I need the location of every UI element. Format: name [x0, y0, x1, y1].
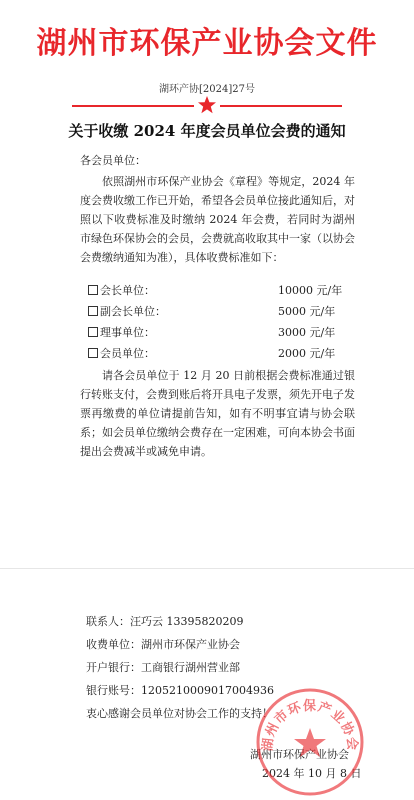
fee-row-council [80, 324, 350, 342]
fee-role: 会长单位： [100, 284, 155, 297]
official-seal-icon [254, 686, 366, 798]
fee-role: 会员单位： [100, 347, 155, 360]
fee-amount: 5000 元/年 [278, 305, 336, 318]
seal-text: 湖州市环保产业协会 [260, 699, 360, 752]
contact-person: 联系人：汪巧云 13395820209 [86, 615, 244, 628]
fee-row-member [80, 345, 350, 363]
checkbox-icon [88, 285, 98, 295]
fee-row-vice-president [80, 303, 350, 321]
salutation: 各会员单位： [80, 154, 146, 167]
notice-title: 关于收缴 2024 年度会员单位会费的通知 [68, 122, 346, 140]
fee-amount: 2000 元/年 [278, 347, 336, 360]
notice-paragraph-2: 请各会员单位于 12 月 20 日前根据会费标准通过银行转账支付，会费到账后将开具电子发票，须先开电子发票再缴费的单位请提前告知，如有不明事宜请与协会联系；如会员单位缴纳会费存在一定困难，可向本协会书面提出会费减半或减免申请。 [80, 369, 355, 458]
org-header-title: 湖州市环保产业协会文件 [36, 26, 378, 61]
fee-amount: 10000 元/年 [278, 284, 343, 297]
bank-account: 银行账号：1205210009017004936 [86, 684, 274, 697]
fee-role: 理事单位： [100, 326, 155, 339]
checkbox-icon [88, 348, 98, 358]
fee-role: 副会长单位： [100, 305, 166, 318]
checkbox-icon [88, 327, 98, 337]
red-star-icon [197, 95, 217, 115]
fee-amount: 3000 元/年 [278, 326, 336, 339]
signature-org: 湖州市环保产业协会 [250, 748, 349, 761]
page-fold-line [0, 568, 414, 569]
notice-paragraph-1: 依照湖州市环保产业协会《章程》等规定，2024 年度会费收缴工作已开始，希望各会员单位接此通知后，对照以下收费标准及时缴纳 2024 年会费，若同时为湖州市绿色环保协会的会员，会费就高收取其中一家（以协会会费缴纳通知为准），具体收费标准如下： [80, 175, 355, 264]
divider-line-right [220, 105, 342, 107]
thanks-line: 衷心感谢会员单位对协会工作的支持！ [86, 707, 273, 720]
document-number: 湖环产协[2024]27号 [159, 84, 255, 95]
bank-name: 开户银行：工商银行湖州营业部 [86, 661, 240, 674]
fee-row-president [80, 282, 350, 300]
payee-unit: 收费单位：湖州市环保产业协会 [86, 638, 240, 651]
header-divider [72, 97, 342, 117]
divider-line-left [72, 105, 194, 107]
signature-date: 2024 年 10 月 8 日 [262, 767, 362, 780]
checkbox-icon [88, 306, 98, 316]
